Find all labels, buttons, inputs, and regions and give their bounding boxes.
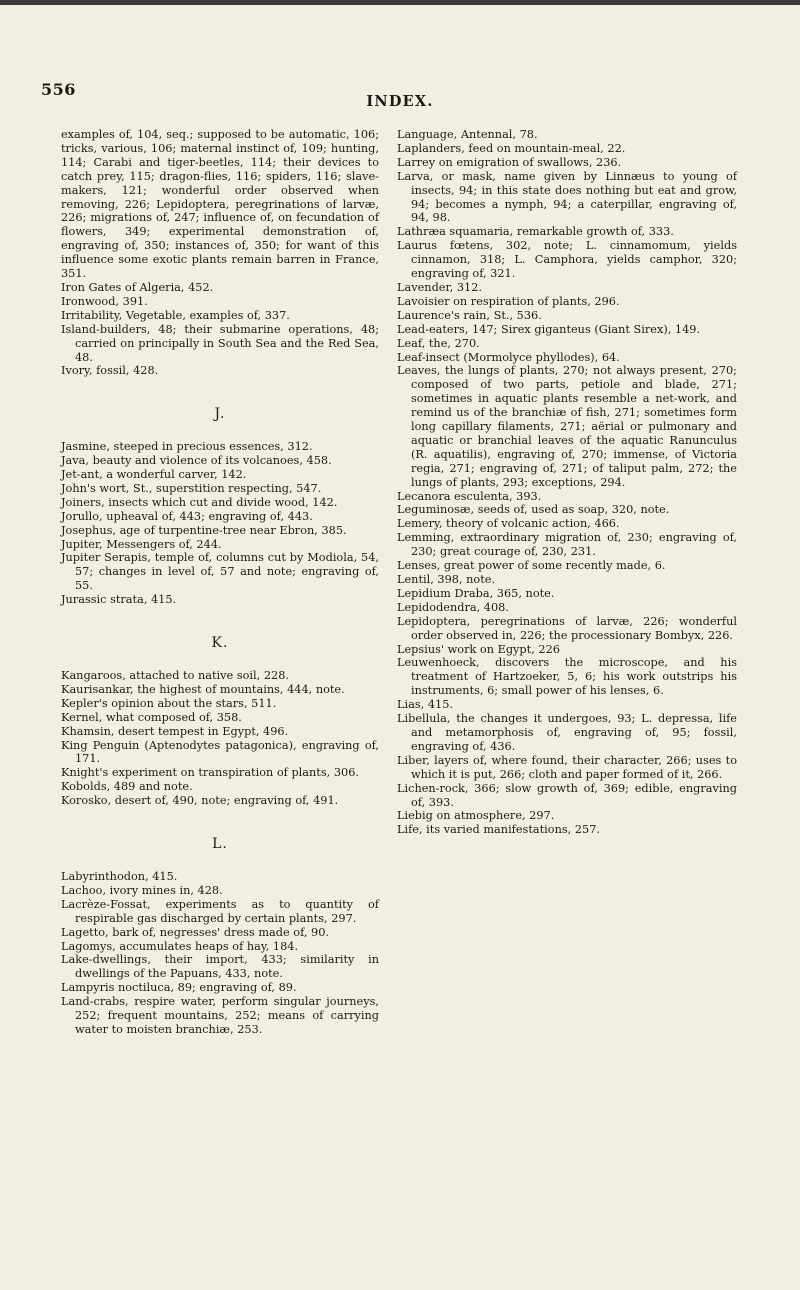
index-entry: Josephus, age of turpentine-tree near Ebron, 385. xyxy=(61,523,347,537)
index-entry: Joiners, insects which cut and divide wood, 142. xyxy=(61,495,338,509)
index-entry-continuation: examples of, 104, seq.; supposed to be automatic, 106; tricks, various, 106; maternal instinct of, 109; hunting, 114; Carabi and tiger-beetles, 114; their devices to catch prey, 115; dragon-flies, 116; spiders, 116; slave-makers, 121; wonderful order observed when removing, 226; Lepidoptera, peregrinations of larvæ, 226; migrations of, 247; influence of, on fecundation of flowers, 349; experimental demonstration of, engraving of, 350; instances of, 350; for want of this influence some exotic plants remain barren in France, 351. xyxy=(61,128,379,281)
index-entry: Lepidium Draba, 365, note. xyxy=(397,586,555,600)
top-page-edge xyxy=(0,0,800,5)
index-entry: Leaf, the, 270. xyxy=(397,336,480,350)
index-entry: Language, Antennal, 78. xyxy=(397,128,538,141)
index-entry: Lake-dwellings, their import, 433; similarity in dwellings of the Papuans, 433, note. xyxy=(61,953,379,981)
index-entry: Ivory, fossil, 428. xyxy=(61,364,159,378)
index-entry: Leuwenhoeck, discovers the microscope, and his treatment of Hartzoeker, 5, 6; his work outstrips his instruments, 6; small power of his lenses, 6. xyxy=(397,656,737,698)
section-letter-l: L. xyxy=(212,836,228,853)
index-entry: Lachoo, ivory mines in, 428. xyxy=(61,883,223,897)
index-entry: Leguminosæ, seeds of, used as soap, 320, note. xyxy=(397,503,670,517)
index-entry: Lampyris noctiluca, 89; engraving of, 89. xyxy=(61,981,297,995)
index-entry: Ironwood, 391. xyxy=(61,294,148,308)
index-entry: Laplanders, feed on mountain-meal, 22. xyxy=(397,141,626,155)
index-entry: King Penguin (Aptenodytes patagonica), engraving of, 171. xyxy=(61,738,379,766)
index-entry: Kaurisankar, the highest of mountains, 444, note. xyxy=(61,682,345,696)
index-entry: Lead-eaters, 147; Sirex giganteus (Giant Sirex), 149. xyxy=(397,322,701,336)
index-entry: Jurassic strata, 415. xyxy=(61,593,177,607)
index-entry: Java, beauty and violence of its volcanoes, 458. xyxy=(61,454,332,468)
index-entry: Lemming, extraordinary migration of, 230; engraving of, 230; great courage of, 230, 231. xyxy=(397,531,737,559)
index-entry: Lemery, theory of volcanic action, 466. xyxy=(397,517,620,531)
index-entry: Land-crabs, respire water, perform singular journeys, 252; frequent mountains, 252; means of carrying water to moisten branchiæ, 253. xyxy=(61,995,379,1036)
running-head: INDEX. xyxy=(366,93,434,110)
index-entry: Lagetto, bark of, negresses' dress made of, 90. xyxy=(61,925,330,939)
index-entry: Lecanora esculenta, 393. xyxy=(397,489,542,503)
index-entry: Khamsin, desert tempest in Egypt, 496. xyxy=(61,724,289,738)
index-entry: Leaf-insect (Mormolyce phyllodes), 64. xyxy=(397,350,620,364)
index-entry: Irritability, Vegetable, examples of, 337. xyxy=(61,308,290,322)
index-entry: Lathræa squamaria, remarkable growth of, 333. xyxy=(397,225,674,239)
index-entry: Lavender, 312. xyxy=(397,280,482,294)
section-letter-j: J. xyxy=(214,406,226,423)
index-entry: Jasmine, steeped in precious essences, 312. xyxy=(61,440,313,454)
index-entry: Larva, or mask, name given by Linnæus to young of insects, 94; in this state does nothing but eat and grow, 94; becomes a nymph, 94; a caterpillar, engraving of, 94, 98. xyxy=(397,169,737,225)
index-entry: Lias, 415. xyxy=(397,698,453,712)
index-entry: Lavoisier on respiration of plants, 296. xyxy=(397,294,620,308)
index-entry: Liebig on atmosphere, 297. xyxy=(397,809,555,823)
page-number: 556 xyxy=(41,80,76,99)
index-entry: Libellula, the changes it undergoes, 93; L. depressa, life and metamorphosis of, engraving of, 95; fossil, engraving of, 436. xyxy=(397,712,737,753)
index-entry: Lepidodendra, 408. xyxy=(397,600,509,614)
index-entry: Kepler's opinion about the stars, 511. xyxy=(61,696,277,710)
index-entry: Kernel, what composed of, 358. xyxy=(61,710,242,724)
section-letter-k: K. xyxy=(211,635,229,652)
index-entry: Jupiter Serapis, temple of, columns cut by Modiola, 54, 57; changes in level of, 57 and note; engraving of, 55. xyxy=(61,551,379,593)
index-entry: Kobolds, 489 and note. xyxy=(61,780,193,794)
index-entry: Lepidoptera, peregrinations of larvæ, 226; wonderful order observed in, 226; the processionary Bombyx, 226. xyxy=(397,614,737,642)
index-entry: Iron Gates of Algeria, 452. xyxy=(61,280,214,294)
index-entry: Knight's experiment on transpiration of plants, 306. xyxy=(61,766,359,780)
index-entry: Leaves, the lungs of plants, 270; not always present, 270; composed of two parts, petiole and blade, 271; sometimes in aquatic plants resemble a net-work, and remind us of the branchiæ of fish, 271; sometimes form long capillary filaments, 271; aërial or pulmonary and aquatic or branchial leaves of the aquatic Ranunculus (R. aquatilis), engraving of, 270; immense, of Victoria regia, 271; engraving of, 271; of taliput palm, 272; the lungs of plants, 293; exceptions, 294. xyxy=(397,364,737,489)
index-entry: Lentil, 398, note. xyxy=(397,573,496,586)
index-entry: Labyrinthodon, 415. xyxy=(61,869,178,883)
index-entry: Jupiter, Messengers of, 244. xyxy=(61,537,222,551)
index-entry: Larrey on emigration of swallows, 236. xyxy=(397,155,622,169)
index-entry: Lenses, great power of some recently made, 6. xyxy=(397,559,666,573)
index-entry: Lagomys, accumulates heaps of hay, 184. xyxy=(61,939,299,953)
index-entry: Liber, layers of, where found, their character, 266; uses to which it is put, 266; cloth and paper formed of it, 266. xyxy=(397,753,737,781)
index-entry: Laurus fœtens, 302, note; L. cinnamomum, yields cinnamon, 318; L. Camphora, yields camphor, 320; engraving of, 321. xyxy=(397,239,737,281)
index-entry: Korosko, desert of, 490, note; engraving of, 491. xyxy=(61,794,339,808)
right-column xyxy=(397,128,737,837)
index-entry: Jorullo, upheaval of, 443; engraving of, 443. xyxy=(61,509,313,523)
left-column xyxy=(61,128,379,1037)
index-entry: John's wort, St., superstition respecting, 547. xyxy=(61,481,322,495)
index-entry: Kangaroos, attached to native soil, 228. xyxy=(61,669,289,682)
index-entry: Lacrèze-Fossat, experiments as to quantity of respirable gas discharged by certain plants, 297. xyxy=(61,897,379,925)
index-entry: Laurence's rain, St., 536. xyxy=(397,308,542,322)
index-entry: Lepsius' work on Egypt, 226 xyxy=(397,642,560,656)
index-entry: Life, its varied manifestations, 257. xyxy=(397,823,600,837)
index-entry: Island-builders, 48; their submarine operations, 48; carried on principally in South Sea and the Red Sea, 48. xyxy=(61,322,379,364)
index-entry: Lichen-rock, 366; slow growth of, 369; edible, engraving of, 393. xyxy=(397,781,737,809)
index-entry: Jet-ant, a wonderful carver, 142. xyxy=(61,468,247,482)
